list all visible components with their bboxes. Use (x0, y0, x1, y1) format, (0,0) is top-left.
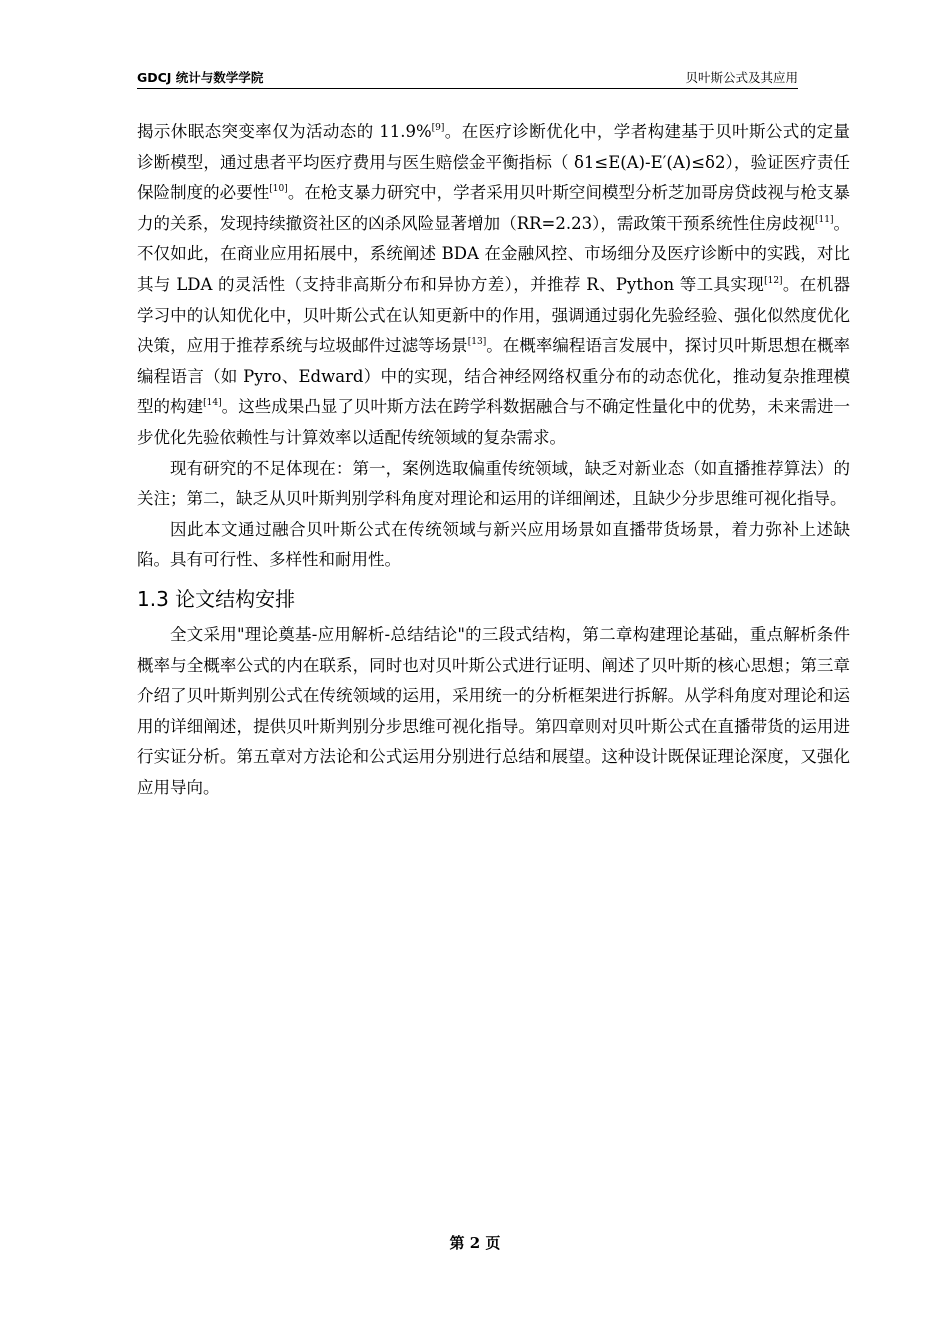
citation-10: [10] (269, 184, 288, 195)
header-institution: GDCJ 统计与数学学院 (137, 70, 264, 85)
paragraph-continued (137, 117, 850, 454)
paragraph-limitations: 现有研究的不足体现在：第一，案例选取偏重传统领域，缺乏对新业态（如直播推荐算法）的关注；第二，缺乏从贝叶斯判别学科角度对理论和运用的详细阐述，且缺少分步思维可视化指导。 (137, 458, 850, 509)
text-run: 。在医疗诊断优化中，学者构建基于贝叶斯公式的定量诊断模型，通过患者平均医疗费用与医生赔偿金平衡指标（ δ1≤E(A)-E′(A)≤δ2），验证医疗责任保险制度的必要性 (137, 122, 850, 203)
text-run: 揭示休眠态突变率仅为活动态的 11.9% (137, 122, 432, 141)
page-number: 第 2 页 (449, 1234, 501, 1252)
body-text (137, 117, 850, 803)
section-heading: 1.3 论文结构安排 (137, 586, 296, 611)
citation-9: [9] (431, 123, 445, 133)
citation-14: [14] (203, 398, 222, 409)
page-header (137, 66, 798, 89)
citation-13: [13] (467, 337, 487, 348)
text-run: 。在概率编程语言发展中，探讨贝叶斯思想在概率编程语言（如 Pyro、Edward）中的实现，结合神经网络权重分布的动态优化，推动复杂推理模型的构建 (137, 336, 851, 417)
citation-11: [11] (815, 214, 834, 225)
text-run: 。不仅如此，在商业应用拓展中，系统阐述 BDA 在金融风控、市场细分及医疗诊断中的实践，对比其与 LDA 的灵活性（支持非高斯分布和异协方差），并推荐 R、Python 等工具实现 (137, 213, 850, 294)
text-run: 。在机器学习中的认知优化中，贝叶斯公式在认知更新中的作用，强调通过弱化先验经验、强化似然度优化决策，应用于推荐系统与垃圾邮件过滤等场景 (137, 274, 850, 356)
paragraph-structure: 全文采用"理论奠基-应用解析-总结结论"的三段式结构，第二章构建理论基础，重点解析条件概率与全概率公式的内在联系，同时也对贝叶斯公式进行证明、阐述了贝叶斯的核心思想；第三章介绍了贝叶斯判别公式在传统领域的运用，采用统一的分析框架进行拆解。从学科角度对理论和运用的详细阐述，提供贝叶斯判别分步思维可视化指导。第四章则对贝叶斯公式在直播带货的运用进行实证分析。第五章对方法论和公式运用分别进行总结和展望。这种设计既保证理论深度，又强化应用导向。 (137, 624, 850, 797)
citation-12: [12] (764, 275, 783, 286)
text-run: 。在枪支暴力研究中，学者采用贝叶斯空间模型分析芝加哥房贷歧视与枪支暴力的关系，发现持续撤资社区的凶杀风险显著增加（RR=2.23），需政策干预系统性住房歧视 (137, 183, 851, 233)
header-title: 贝叶斯公式及其应用 (685, 70, 798, 85)
paragraph-contribution: 因此本文通过融合贝叶斯公式在传统领域与新兴应用场景如直播带货场景，着力弥补上述缺陷。具有可行性、多样性和耐用性。 (137, 519, 850, 570)
text-run: 。这些成果凸显了贝叶斯方法在跨学科数据融合与不确定性量化中的优势，未来需进一步优化先验依赖性与计算效率以适配传统领域的复杂需求。 (137, 397, 851, 447)
